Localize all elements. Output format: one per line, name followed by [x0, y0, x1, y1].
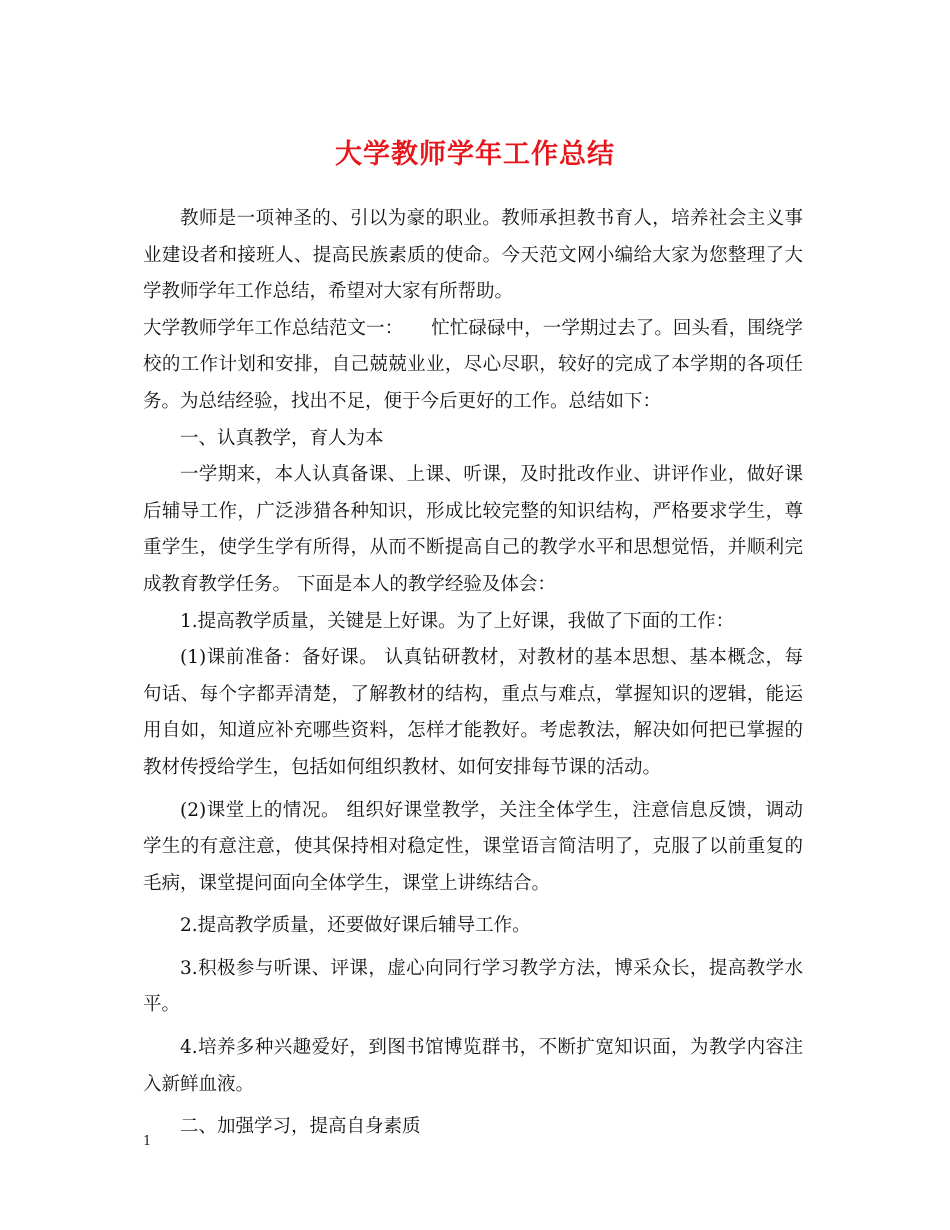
page-title: 大学教师学年工作总结: [335, 139, 615, 170]
paragraph-sample-one: 大学教师学年工作总结范文一： 忙忙碌碌中，一学期过去了。回头看，围绕学校的工作计划和安排，自己兢兢业业，尽心尽职，较好的完成了本学期的各项任务。为总结经验，找出不足，便于今后更好的工作。总结如下：: [143, 317, 803, 412]
page-number: 1: [143, 1134, 152, 1149]
list-item-3: 3.积极参与听课、评课，虚心向同行学习教学方法，博采众长，提高教学水平。: [143, 957, 803, 1016]
list-item-4: 4.培养多种兴趣爱好，到图书馆博览群书，不断扩宽知识面，为教学内容注入新鲜血液。: [143, 1037, 803, 1095]
section-heading-two: 二、加强学习，提高自身素质: [180, 1116, 421, 1138]
list-item-1: 1.提高教学质量，关键是上好课。为了上好课，我做了下面的工作：: [180, 610, 735, 632]
section-heading-one: 一、认真教学，育人为本: [180, 427, 384, 449]
document-body: [143, 201, 803, 1146]
list-item-2: 2.提高教学质量，还要做好课后辅导工作。: [180, 915, 531, 937]
sub-item-2: (2)课堂上的情况。 组织好课堂教学，关注全体学生，注意信息反馈，调动学生的有意注意，使其保持相对稳定性，课堂语言简洁明了，克服了以前重复的毛病，课堂提问面向全体学生，课堂上讲练结合。: [143, 799, 803, 894]
paragraph-intro: 教师是一项神圣的、引以为豪的职业。教师承担教书育人，培养社会主义事业建设者和接班人、提高民族素质的使命。今天范文网小编给大家为您整理了大学教师学年工作总结，希望对大家有所帮助。: [143, 208, 803, 303]
sub-item-1: (1)课前准备：备好课。 认真钻研教材，对教材的基本思想、基本概念，每句话、每个字都弄清楚，了解教材的结构，重点与难点，掌握知识的逻辑，能运用自如，知道应补充哪些资料，怎样才能教好。考虑教法，解决如何把已掌握的教材传授给学生，包括如何组织教材、如何安排每节课的活动。: [143, 647, 803, 778]
paragraph-semester: 一学期来，本人认真备课、上课、听课，及时批改作业、讲评作业，做好课后辅导工作，广泛涉猎各种知识，形成比较完整的知识结构，严格要求学生，尊重学生，使学生学有所得，从而不断提高自己的教学水平和思想觉悟，并顺利完成教育教学任务。 下面是本人的教学经验及体会：: [143, 464, 803, 595]
